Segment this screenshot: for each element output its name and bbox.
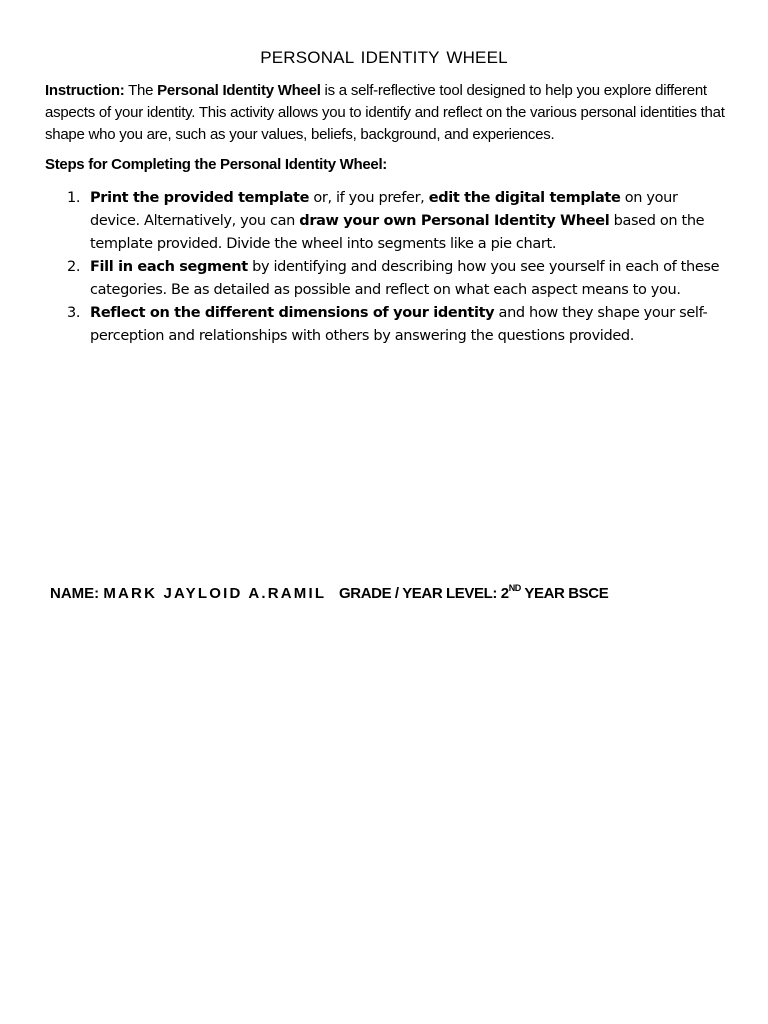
grade-ordinal-suffix: ND (508, 583, 521, 593)
list-item (45, 302, 725, 348)
instruction-label: Instruction: (45, 82, 125, 99)
step-bold: Reflect on the different dimensions of your identity (90, 305, 495, 321)
step-bold: edit the digital template (428, 190, 621, 206)
grade-rest: YEAR BSCE (520, 585, 609, 602)
step-bold: draw your own Personal Identity Wheel (299, 213, 610, 229)
list-item (45, 256, 725, 302)
student-name: MARK JAYLOID A.RAMIL (103, 585, 327, 602)
step-bold: Fill in each segment (90, 259, 248, 275)
name-label: NAME: (50, 585, 104, 602)
instruction-text-1: The (124, 82, 158, 99)
instruction-bold-term: Personal Identity Wheel (157, 82, 321, 99)
grade-level (339, 585, 608, 602)
step-text: based on the template provided. Divide the wheel into segments like a pie chart. (90, 213, 705, 252)
student-info-line (50, 585, 740, 602)
step-bold: Print the provided template (90, 190, 310, 206)
step-number: 2. (67, 259, 81, 275)
steps-list (45, 187, 725, 348)
step-text: or, if you prefer, (309, 190, 429, 206)
list-item (45, 187, 725, 256)
step-text: by identifying and describing how you see yourself in each of these categories. Be as detailed as possible and reflect on what each aspect means to you. (90, 259, 720, 298)
instruction-text-2: is a self-reflective tool designed to help you explore different aspects of your identity. This activity allows you to identify and reflect on the various personal identities that shape who you are, such as your values, beliefs, background, and experiences. (45, 82, 725, 143)
instruction-paragraph (45, 80, 727, 146)
step-text: and how they shape your self-perception and relationships with others by answering the questions provided. (90, 305, 708, 344)
step-number: 1. (67, 190, 81, 206)
grade-label: GRADE / YEAR LEVEL: (339, 585, 501, 602)
step-number: 3. (67, 305, 81, 321)
grade-number: 2 (500, 585, 509, 602)
steps-heading: Steps for Completing the Personal Identity Wheel: (45, 156, 388, 173)
page-title: PERSONAL IDENTITY WHEEL (260, 48, 508, 67)
step-text: on your device. Alternatively, you can (90, 190, 678, 229)
